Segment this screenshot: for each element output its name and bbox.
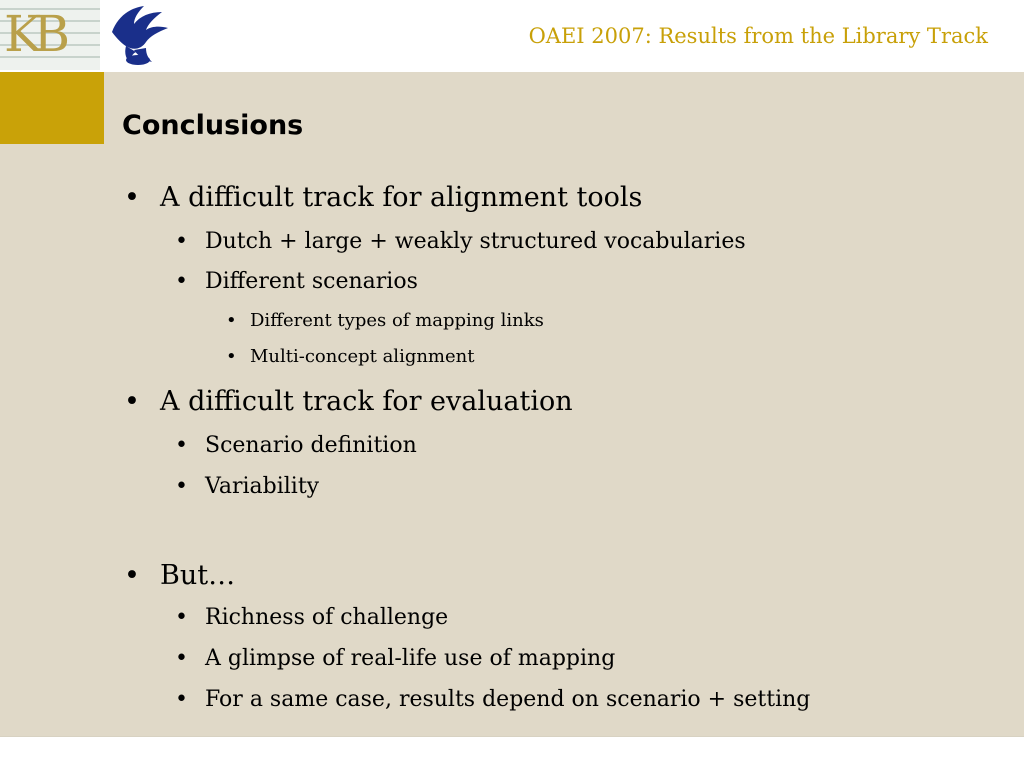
kb-logo (0, 0, 100, 70)
bullet-text: Richness of challenge (205, 605, 449, 630)
bullet-text: But… (160, 560, 236, 591)
kb-logo-letters: KB (4, 5, 63, 63)
bullet-text: A difficult track for alignment tools (160, 182, 643, 213)
bullet-text: Different scenarios (205, 269, 418, 294)
bullet-text: Different types of mapping links (250, 310, 544, 331)
bullet-text: Variability (205, 474, 320, 499)
bullet-marker: • (175, 646, 188, 671)
bullet-text: Multi-concept alignment (250, 346, 475, 367)
bullet-marker: • (175, 433, 188, 458)
bullet-text: For a same case, results depend on scenario + setting (205, 687, 811, 712)
bullet-marker: • (175, 474, 188, 499)
slide-title: Conclusions (122, 110, 304, 141)
bullet-marker: • (226, 310, 237, 331)
griffin-logo-icon (104, 2, 174, 70)
header-title: OAEI 2007: Results from the Library Track (528, 24, 988, 48)
bullet-text: Dutch + large + weakly structured vocabularies (205, 229, 746, 254)
bullet-marker: • (175, 269, 188, 294)
bullet-text: Scenario definition (205, 433, 417, 458)
accent-square (0, 72, 104, 144)
bullet-text: A difficult track for evaluation (160, 386, 573, 417)
bullet-marker: • (175, 687, 188, 712)
bullet-marker: • (175, 229, 188, 254)
bullet-marker: • (226, 346, 237, 367)
bullet-marker: • (175, 605, 188, 630)
bullet-text: A glimpse of real-life use of mapping (205, 646, 616, 671)
bullet-marker: • (124, 386, 140, 417)
bullet-marker: • (124, 560, 140, 591)
content-area (0, 72, 1024, 736)
footer-divider (0, 736, 1024, 737)
bullet-marker: • (124, 182, 140, 213)
